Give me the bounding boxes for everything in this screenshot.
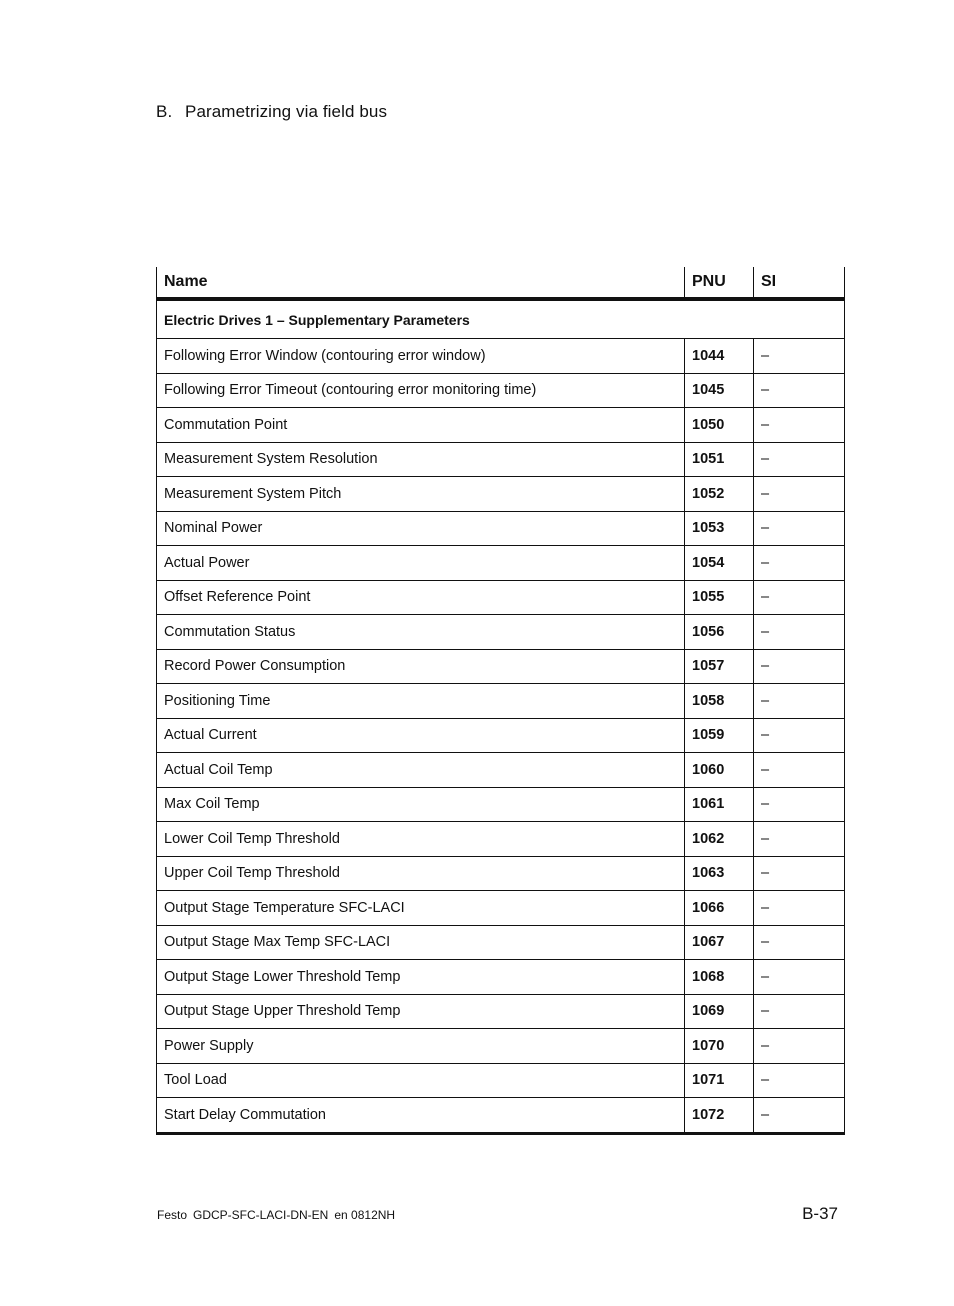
si-cell: – xyxy=(754,960,845,995)
param-name-cell: Tool Load xyxy=(157,1063,685,1098)
si-cell: – xyxy=(754,511,845,546)
table-row xyxy=(157,615,845,650)
chapter-title: Parametrizing via field bus xyxy=(185,102,388,121)
si-cell: – xyxy=(754,477,845,512)
si-cell: – xyxy=(754,856,845,891)
pnu-cell: 1063 xyxy=(685,856,754,891)
si-cell: – xyxy=(754,925,845,960)
column-header-pnu: PNU xyxy=(685,267,754,299)
si-cell: – xyxy=(754,339,845,374)
si-cell: – xyxy=(754,891,845,926)
param-name-cell: Output Stage Max Temp SFC-LACI xyxy=(157,925,685,960)
group-row xyxy=(157,299,845,339)
param-name-cell: Output Stage Temperature SFC-LACI xyxy=(157,891,685,926)
table-row xyxy=(157,511,845,546)
si-cell: – xyxy=(754,1063,845,1098)
pnu-cell: 1060 xyxy=(685,753,754,788)
table-row xyxy=(157,442,845,477)
pnu-cell: 1052 xyxy=(685,477,754,512)
si-cell: – xyxy=(754,442,845,477)
table-row xyxy=(157,1098,845,1134)
param-name-cell: Actual Coil Temp xyxy=(157,753,685,788)
pnu-cell: 1054 xyxy=(685,546,754,581)
pnu-cell: 1059 xyxy=(685,718,754,753)
table-row xyxy=(157,1063,845,1098)
pnu-cell: 1044 xyxy=(685,339,754,374)
param-name-cell: Max Coil Temp xyxy=(157,787,685,822)
table-row xyxy=(157,373,845,408)
table-row xyxy=(157,822,845,857)
pnu-cell: 1066 xyxy=(685,891,754,926)
pnu-cell: 1056 xyxy=(685,615,754,650)
si-cell: – xyxy=(754,753,845,788)
si-cell: – xyxy=(754,546,845,581)
table-row xyxy=(157,960,845,995)
table-row xyxy=(157,753,845,788)
table-row xyxy=(157,408,845,443)
si-cell: – xyxy=(754,1029,845,1064)
pnu-cell: 1045 xyxy=(685,373,754,408)
table-row xyxy=(157,649,845,684)
param-name-cell: Lower Coil Temp Threshold xyxy=(157,822,685,857)
param-name-cell: Commutation Status xyxy=(157,615,685,650)
table-row xyxy=(157,1029,845,1064)
pnu-cell: 1061 xyxy=(685,787,754,822)
pnu-cell: 1067 xyxy=(685,925,754,960)
column-header-si: SI xyxy=(754,267,845,299)
chapter-letter: B. xyxy=(156,102,173,121)
pnu-cell: 1068 xyxy=(685,960,754,995)
param-name-cell: Measurement System Resolution xyxy=(157,442,685,477)
pnu-cell: 1058 xyxy=(685,684,754,719)
si-cell: – xyxy=(754,787,845,822)
si-cell: – xyxy=(754,822,845,857)
param-name-cell: Output Stage Lower Threshold Temp xyxy=(157,960,685,995)
si-cell: – xyxy=(754,649,845,684)
table-row xyxy=(157,994,845,1029)
param-name-cell: Record Power Consumption xyxy=(157,649,685,684)
pnu-cell: 1055 xyxy=(685,580,754,615)
table-row xyxy=(157,580,845,615)
param-name-cell: Measurement System Pitch xyxy=(157,477,685,512)
parameter-table xyxy=(156,267,845,1135)
param-name-cell: Offset Reference Point xyxy=(157,580,685,615)
table-row xyxy=(157,546,845,581)
pnu-cell: 1072 xyxy=(685,1098,754,1134)
table-row xyxy=(157,787,845,822)
group-title: Electric Drives 1 – Supplementary Parameters xyxy=(157,299,845,339)
param-name-cell: Actual Current xyxy=(157,718,685,753)
si-cell: – xyxy=(754,615,845,650)
table-row xyxy=(157,477,845,512)
pnu-cell: 1050 xyxy=(685,408,754,443)
param-name-cell: Following Error Timeout (contouring error monitoring time) xyxy=(157,373,685,408)
table-row xyxy=(157,718,845,753)
si-cell: – xyxy=(754,684,845,719)
param-name-cell: Following Error Window (contouring error window) xyxy=(157,339,685,374)
param-name-cell: Nominal Power xyxy=(157,511,685,546)
param-name-cell: Actual Power xyxy=(157,546,685,581)
table-row xyxy=(157,339,845,374)
si-cell: – xyxy=(754,580,845,615)
table-row xyxy=(157,684,845,719)
si-cell: – xyxy=(754,373,845,408)
pnu-cell: 1057 xyxy=(685,649,754,684)
param-name-cell: Upper Coil Temp Threshold xyxy=(157,856,685,891)
param-name-cell: Positioning Time xyxy=(157,684,685,719)
param-name-cell: Power Supply xyxy=(157,1029,685,1064)
table-header-row xyxy=(157,267,845,299)
si-cell: – xyxy=(754,718,845,753)
pnu-cell: 1070 xyxy=(685,1029,754,1064)
param-name-cell: Start Delay Commutation xyxy=(157,1098,685,1134)
table-row xyxy=(157,856,845,891)
pnu-cell: 1069 xyxy=(685,994,754,1029)
page-number: B-37 xyxy=(802,1204,838,1223)
footer xyxy=(157,1208,401,1222)
table-row xyxy=(157,925,845,960)
footer-edition: en 0812NH xyxy=(334,1208,396,1222)
param-name-cell: Commutation Point xyxy=(157,408,685,443)
footer-document-id: GDCP-SFC-LACI-DN-EN xyxy=(193,1208,329,1222)
pnu-cell: 1071 xyxy=(685,1063,754,1098)
pnu-cell: 1051 xyxy=(685,442,754,477)
si-cell: – xyxy=(754,408,845,443)
si-cell: – xyxy=(754,994,845,1029)
footer-brand: Festo xyxy=(157,1208,188,1222)
si-cell: – xyxy=(754,1098,845,1134)
chapter-header xyxy=(156,102,387,122)
pnu-cell: 1062 xyxy=(685,822,754,857)
column-header-name: Name xyxy=(157,267,685,299)
pnu-cell: 1053 xyxy=(685,511,754,546)
param-name-cell: Output Stage Upper Threshold Temp xyxy=(157,994,685,1029)
table-row xyxy=(157,891,845,926)
